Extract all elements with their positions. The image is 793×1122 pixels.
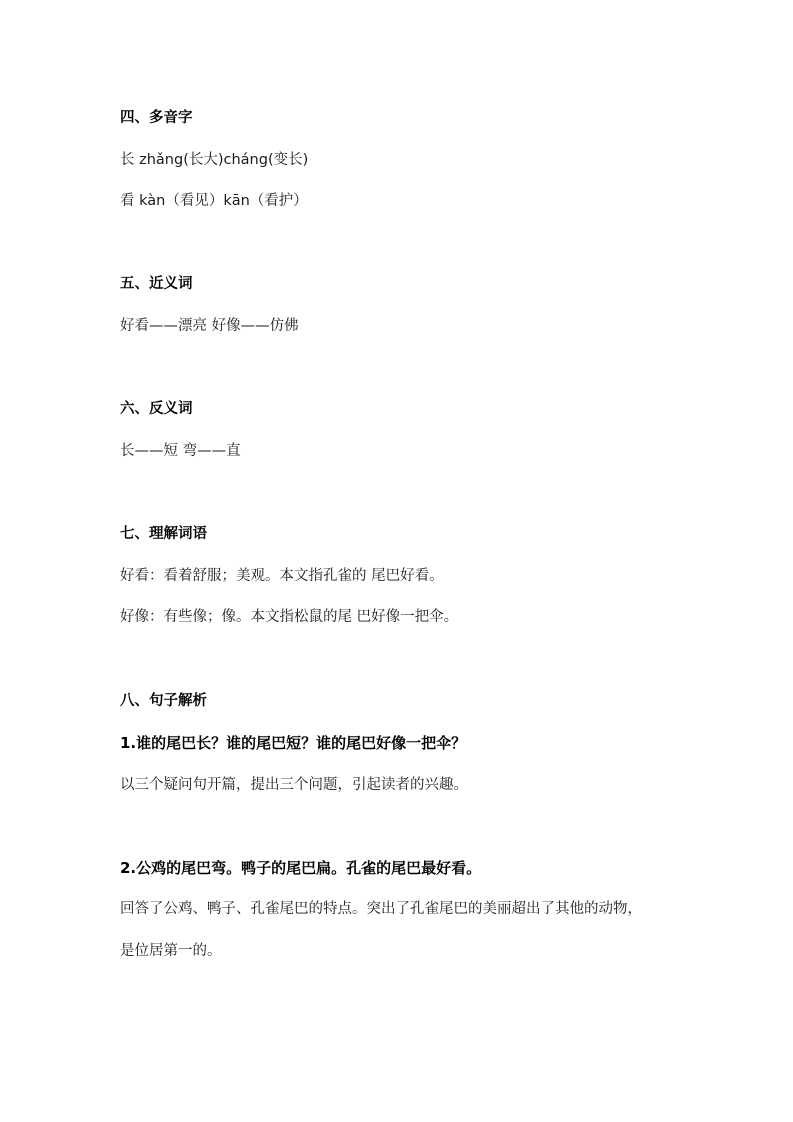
sentence-analysis-2-line-1: 回答了公鸡、鸭子、孔雀尾巴的特点。突出了孔雀尾巴的美丽超出了其他的动物， bbox=[120, 901, 642, 917]
section-heading-synonyms: 五、近义词 bbox=[120, 276, 193, 292]
polyphone-line-2: 看 kàn（看见）kān（看护） bbox=[120, 193, 308, 209]
sentence-analysis-2-line-2: 是位居第一的。 bbox=[120, 943, 222, 959]
sentence-question-2: 2.公鸡的尾巴弯。鸭子的尾巴扁。孔雀的尾巴最好看。 bbox=[120, 859, 482, 877]
sentence-question-1: 1.谁的尾巴长？谁的尾巴短？谁的尾巴好像一把伞？ bbox=[120, 734, 467, 752]
section-heading-sentence-analysis: 八、句子解析 bbox=[120, 693, 207, 709]
section-heading-antonyms: 六、反义词 bbox=[120, 401, 193, 417]
antonyms-line: 长——短 弯——直 bbox=[120, 443, 241, 459]
section-heading-polyphones: 四、多音字 bbox=[120, 110, 193, 126]
sentence-analysis-1: 以三个疑问句开篇，提出三个问题，引起读者的兴趣。 bbox=[120, 777, 468, 793]
section-heading-word-meanings: 七、理解词语 bbox=[120, 526, 207, 542]
word-meaning-line-1: 好看：看着舒服；美观。本文指孔雀的 尾巴好看。 bbox=[120, 568, 444, 584]
synonyms-line: 好看——漂亮 好像——仿佛 bbox=[120, 318, 299, 334]
polyphone-line-1: 长 zhǎng(长大)cháng(变长) bbox=[120, 152, 309, 168]
word-meaning-line-2: 好像：有些像；像。本文指松鼠的尾 巴好像一把伞。 bbox=[120, 609, 459, 625]
